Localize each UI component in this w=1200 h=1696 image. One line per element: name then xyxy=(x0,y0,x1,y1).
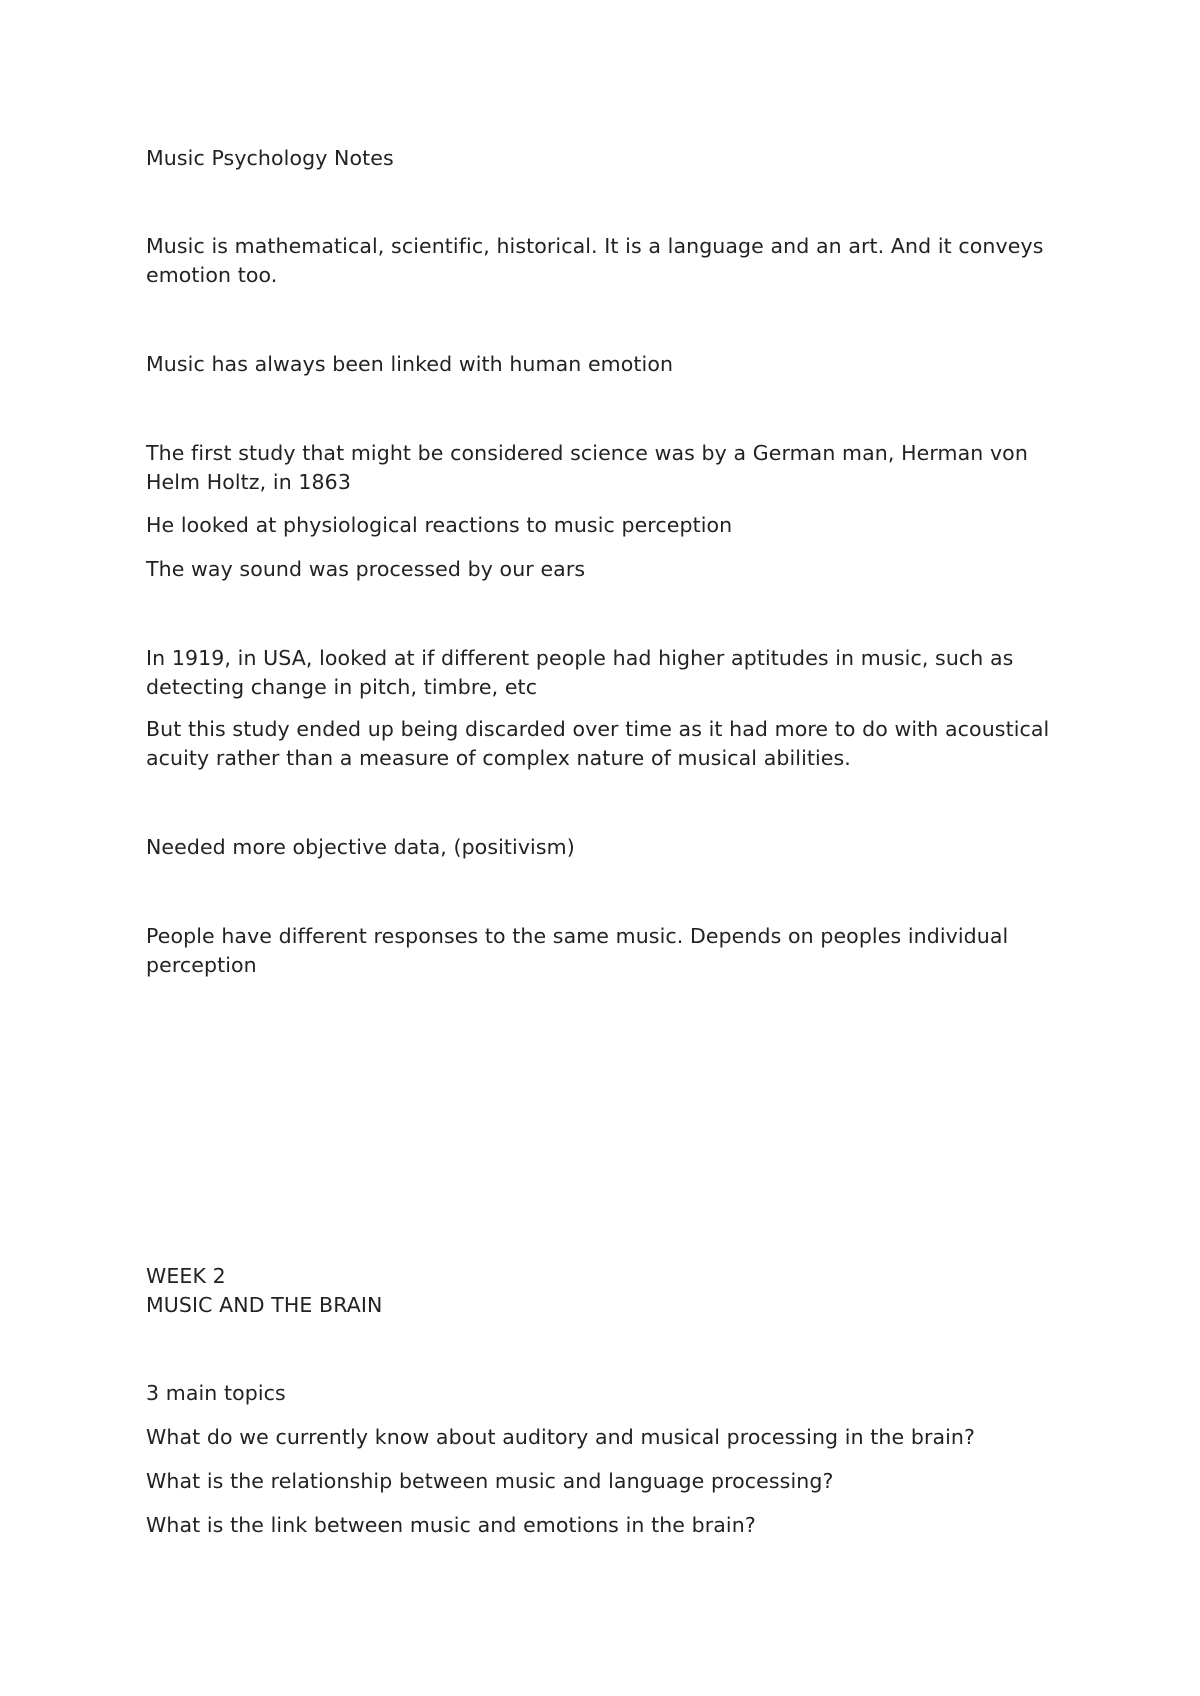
document-title: Music Psychology Notes xyxy=(146,146,394,170)
section-heading: MUSIC AND THE BRAIN xyxy=(146,1293,383,1317)
topic-item: What is the link between music and emotions in the brain? xyxy=(146,1513,756,1537)
paragraph-emotion-link: Music has always been linked with human emotion xyxy=(146,352,674,376)
paragraph-physiological: He looked at physiological reactions to music perception xyxy=(146,513,733,537)
paragraph-1919-study: In 1919, in USA, looked at if different people had higher aptitudes in music, such as detecting change in pitch, timbre, etc xyxy=(146,646,1014,699)
paragraph-sound-processing: The way sound was processed by our ears xyxy=(146,557,586,581)
topic-item: What do we currently know about auditory and musical processing in the brain? xyxy=(146,1425,976,1449)
paragraph-objective-data: Needed more objective data, (positivism) xyxy=(146,835,575,859)
week-label: WEEK 2 xyxy=(146,1264,226,1288)
paragraph-individual-perception: People have different responses to the same music. Depends on peoples individual perception xyxy=(146,924,1009,977)
paragraph-music-definition: Music is mathematical, scientific, historical. It is a language and an art. And it conveys emotion too. xyxy=(146,234,1044,287)
topic-item: What is the relationship between music and language processing? xyxy=(146,1469,834,1493)
paragraph-first-study: The first study that might be considered science was by a German man, Herman von Helm Holtz, in 1863 xyxy=(146,441,1028,494)
paragraph-study-discarded: But this study ended up being discarded over time as it had more to do with acoustical acuity rather than a measure of complex nature of musical abilities. xyxy=(146,717,1050,770)
topics-intro: 3 main topics xyxy=(146,1381,286,1405)
